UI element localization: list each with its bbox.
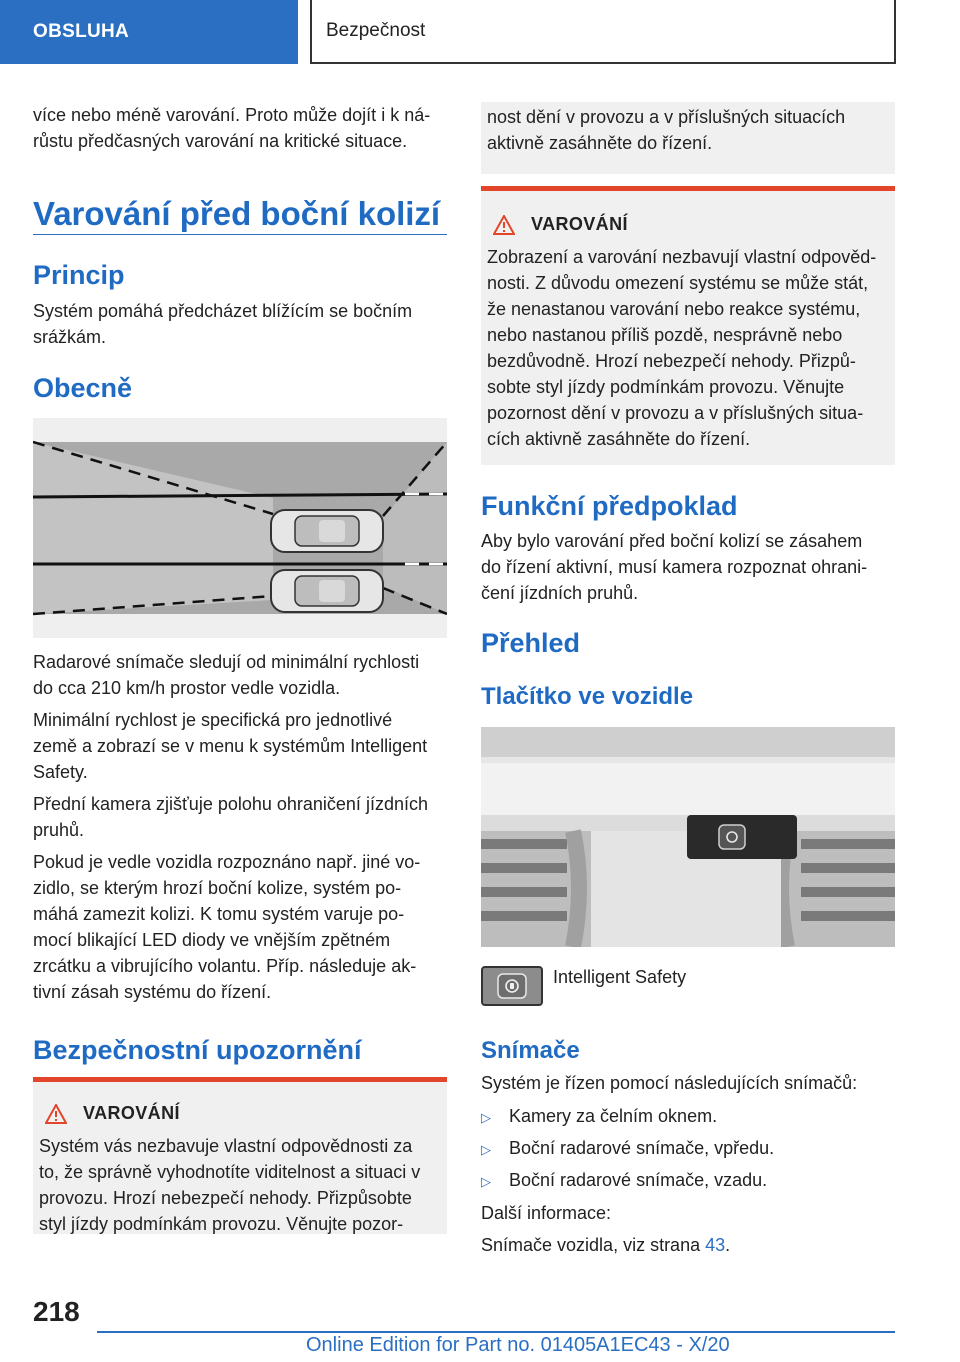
section-header — [310, 0, 896, 64]
page-number: 218 — [33, 1296, 80, 1327]
bullet-triangle-icon: ▷ — [481, 1174, 491, 1189]
dashboard-button-photo — [481, 727, 895, 947]
bullet-triangle-icon: ▷ — [481, 1142, 491, 1157]
princip-paragraph: Systém pomáhá předcházet blížícím se bočním srážkám. — [33, 301, 413, 347]
paragraph-3: Přední kamera zjišťuje polohu ohraničení jízdních pruhů. — [33, 794, 428, 840]
lane-diagram — [33, 418, 447, 638]
bullet-triangle-icon: ▷ — [481, 1110, 491, 1125]
more-info-label: Další informace: — [481, 1203, 612, 1223]
paragraph-4: Pokud je vedle vozidla rozpoznáno např. jiné vo- zidlo, se kterým hrozí boční kolize, systém po- máhá zamezit kolizi. K tomu systém varuje po- mocí blikající LED diody ve vnějším zpětném zrcátku a vibrujícího volantu. Příp. následuje ak- tivní zásah systému do řízení. — [33, 852, 421, 1002]
heading-safety: Bezpečnostní upozornění — [33, 1035, 362, 1065]
section-label: Bezpečnost — [326, 20, 426, 41]
warning-triangle-icon — [45, 1104, 67, 1124]
warning-heading: VAROVÁNÍ — [45, 1103, 180, 1124]
warning-continued-text: nost dění v provozu a v příslušných situacích aktivně zasáhněte do řízení. — [487, 107, 846, 153]
heading-overview: Přehled — [481, 628, 581, 658]
warning-box-1-continued — [481, 102, 895, 174]
heading-functional-requirement: Funkční předpoklad — [481, 491, 738, 521]
paragraph-2: Minimální rychlost je specifická pro jednotlivé země a zobrazí se v menu k systémům Intelligent Safety. — [33, 710, 428, 782]
sensors-intro: Systém je řízen pomocí následujících snímačů: — [481, 1073, 858, 1093]
page-title: Varování před boční kolizí — [33, 195, 441, 232]
warning-bar — [481, 186, 895, 191]
footer-edition: Online Edition for Part no. 01405A1EC43 - X/20 — [306, 1334, 730, 1356]
sensor-list — [481, 1103, 774, 1199]
page-reference-link[interactable]: 43 — [705, 1235, 726, 1255]
button-legend — [481, 966, 686, 1006]
title-rule — [33, 234, 447, 235]
heading-button-in-vehicle: Tlačítko ve vozidle — [481, 683, 694, 710]
heading-sensors: Snímače — [481, 1037, 580, 1064]
footer-rule — [97, 1331, 895, 1333]
warning-triangle-icon — [493, 215, 515, 235]
warning-box-1 — [33, 1077, 447, 1234]
button-legend-label: Intelligent Safety — [553, 967, 687, 987]
warning-2-text: Zobrazení a varování nezbavují vlastní odpověd- nosti. Z důvodu omezení systému se může stát, že nenastanou varování nebo reakce systému, nebo nastanou příliš pozdě, nesprávně nebo bezdůvodně. Hrozí nebezpečí nehody. Přizpů- sobte styl jízdy podmínkám provozu. Věnujte pozornost dění v provozu a v příslušných situa- cích aktivně zasáhněte do řízení. — [487, 247, 877, 449]
chapter-tab — [0, 0, 298, 64]
paragraph-1: Radarové snímače sledují od minimální rychlosti do cca 210 km/h prostor vedle vozidla. — [33, 652, 420, 698]
warning-heading: VAROVÁNÍ — [493, 214, 628, 235]
list-item: ▷ Kamery za čelním oknem. — [481, 1106, 718, 1126]
heading-princip: Princip — [33, 260, 125, 290]
heading-obecne: Obecně — [33, 373, 133, 403]
intelligent-safety-icon — [481, 966, 543, 1006]
warning-box-2 — [481, 186, 895, 465]
sensors-reference: Snímače vozidla, viz strana 43. — [481, 1235, 731, 1255]
list-item: ▷ Boční radarové snímače, vpředu. — [481, 1138, 775, 1158]
car-top — [271, 510, 383, 552]
intro-paragraph: více nebo méně varování. Proto může dojít i k ná- růstu předčasných varování na kritické situace. — [33, 105, 431, 151]
list-item: ▷ Boční radarové snímače, vzadu. — [481, 1170, 768, 1190]
warning-bar — [33, 1077, 447, 1082]
warning-text: Systém vás nezbavuje vlastní odpovědnosti za to, že správně vyhodnotíte viditelnost a situaci v provozu. Hrozí nebezpečí nehody. Přizpůsobte styl jízdy podmínkám provozu. Věnujte pozor- — [39, 1136, 421, 1234]
car-bottom — [271, 570, 383, 612]
functional-requirement-text: Aby bylo varování před boční kolizí se zásahem do řízení aktivní, musí kamera rozpoznat ohrani- čení jízdních pruhů. — [481, 531, 868, 603]
chapter-label: OBSLUHA — [33, 21, 130, 42]
